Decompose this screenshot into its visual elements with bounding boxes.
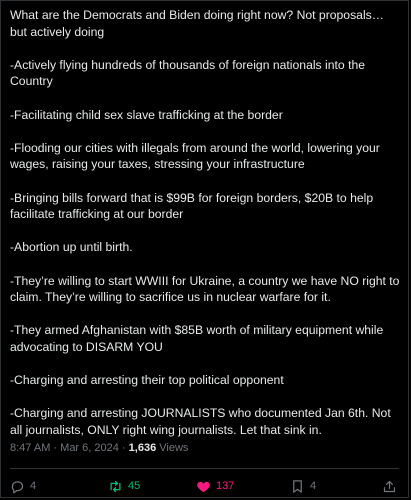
tweet-paragraph: -Abortion up until birth. xyxy=(10,240,133,255)
like-button[interactable] xyxy=(196,476,234,496)
views-label: Views xyxy=(159,442,189,454)
views-count: 1,636 xyxy=(128,442,157,454)
tweet-metadata xyxy=(10,442,188,454)
tweet-text xyxy=(10,1,402,438)
bookmark-icon xyxy=(290,479,305,494)
tweet-paragraph: -Actively flying hundreds of thousands of foreign nationals into the Country xyxy=(10,57,366,89)
tweet-paragraph: -Charging and arresting JOURNALISTS who documented Jan 6th. Not all journalists, ONLY right wing journalists. Let that sink in. xyxy=(10,406,391,437)
bookmark-count: 4 xyxy=(310,480,317,492)
tweet-paragraph: -Charging and arresting their top political opponent xyxy=(10,373,284,388)
share-upload-icon xyxy=(382,479,397,494)
tweet-paragraph: -They armed Afghanistan with $85B worth of military equipment while advocating to DISARM YOU xyxy=(10,323,384,354)
reply-button[interactable] xyxy=(10,476,36,496)
action-divider xyxy=(10,468,399,469)
heart-icon xyxy=(196,479,211,494)
share-button[interactable] xyxy=(382,476,402,496)
meta-separator: · xyxy=(53,442,58,454)
reply-count: 4 xyxy=(30,480,37,492)
tweet-paragraph: -Facilitating child sex slave trafficking at the border xyxy=(10,107,283,122)
tweet-paragraph: -Bringing bills forward that is $99B for foreign borders, $20B to help facilitate trafficking at our border xyxy=(10,190,374,222)
like-count: 137 xyxy=(216,480,235,492)
bookmark-button[interactable] xyxy=(290,476,316,496)
tweet-date-link[interactable]: Mar 6, 2024 xyxy=(60,442,119,454)
reply-bubble-icon xyxy=(10,479,25,494)
tweet-time-link[interactable]: 8:47 AM xyxy=(10,442,51,454)
tweet-paragraph: What are the Democrats and Biden doing right now? Not proposals… but actively doing xyxy=(10,8,384,39)
tweet-actions-bar xyxy=(10,476,402,496)
meta-separator: · xyxy=(121,442,126,454)
tweet-paragraph: -Flooding our cities with illegals from around the world, lowering your wages, raising your taxes, stressing your infrastructure xyxy=(10,140,380,172)
repost-button[interactable] xyxy=(108,476,140,496)
repost-count: 45 xyxy=(128,480,141,492)
tweet-paragraph: -They’re willing to start WWIII for Ukraine, a country we have NO right to claim. They’re willing to sacrifice us in nuclear warfare for it. xyxy=(10,273,400,305)
repost-arrows-icon xyxy=(108,479,123,494)
